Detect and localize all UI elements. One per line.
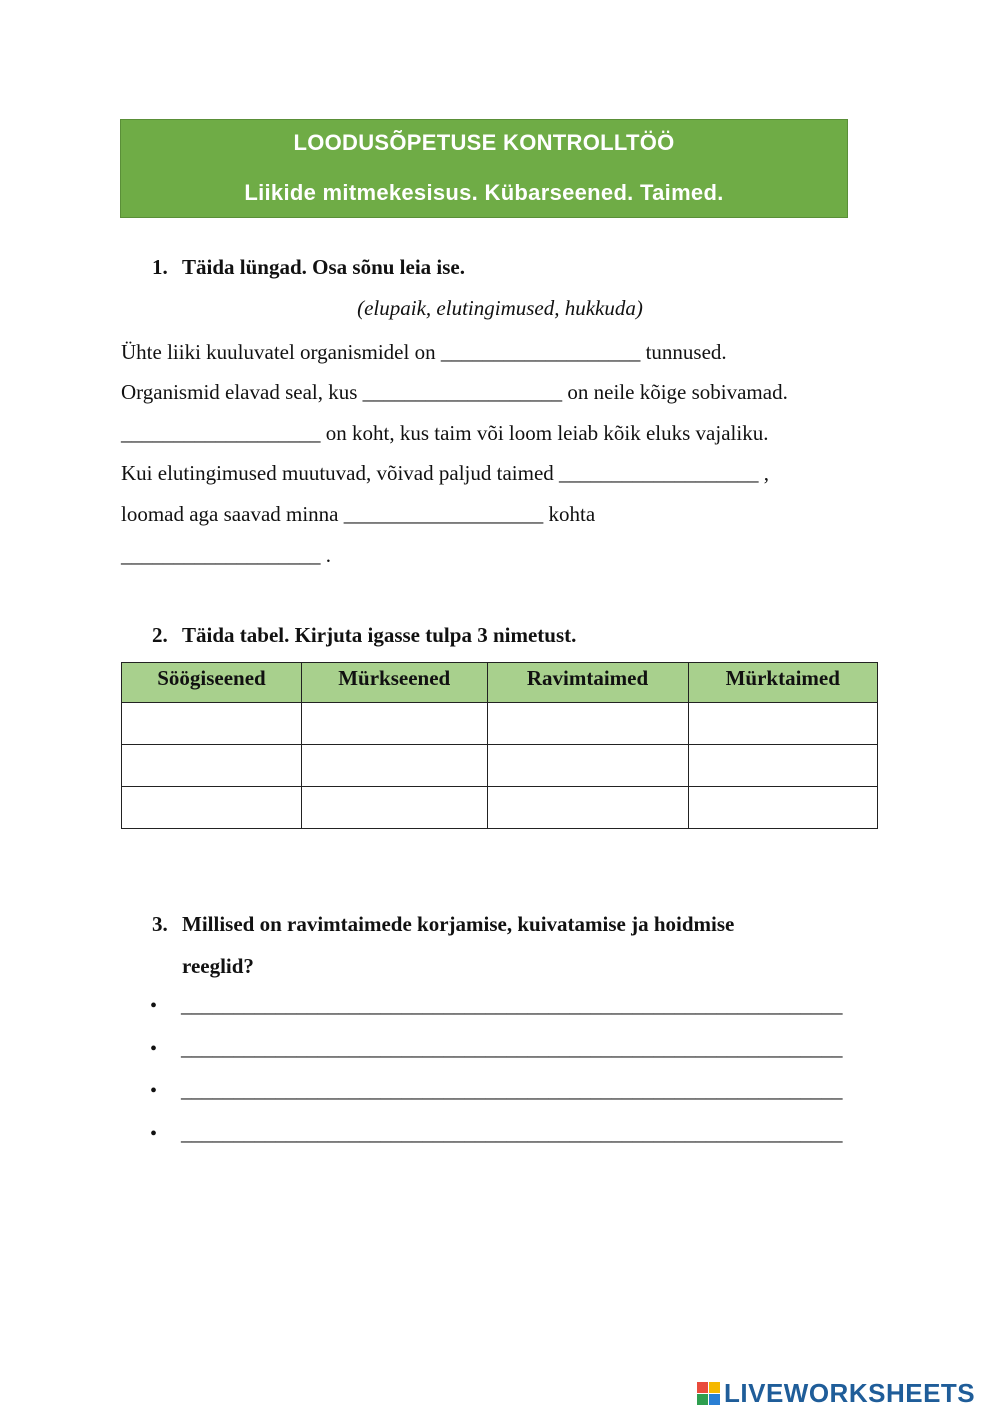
fill-line-1[interactable]: Ühte liiki kuuluvatel organismidel on ___________________ tunnused.	[121, 340, 727, 364]
table-cell-input[interactable]	[688, 703, 878, 745]
column-header: Mürktaimed	[688, 663, 878, 703]
table-cell-input[interactable]	[122, 787, 302, 829]
liveworksheets-logo	[697, 1378, 975, 1408]
logo-wordmark: LIVEWORKSHEETS	[724, 1377, 976, 1408]
question-2-title: Täida tabel. Kirjuta igasse tulpa 3 nimetust.	[182, 623, 577, 647]
logo-block	[697, 1394, 708, 1405]
question-1-word-hint: (elupaik, elutingimused, hukkuda)	[357, 296, 643, 320]
fill-line-5[interactable]: loomad aga saavad minna ___________________ kohta	[121, 502, 596, 526]
answer-line[interactable]: _______________________________________________________________	[181, 1078, 843, 1102]
table-cell-input[interactable]	[688, 745, 878, 787]
answer-bullet-2	[150, 1036, 843, 1061]
answer-line[interactable]: _______________________________________________________________	[181, 993, 843, 1017]
question-1-number: 1.	[152, 255, 168, 279]
question-3-heading	[152, 912, 734, 937]
table-cell-input[interactable]	[487, 703, 688, 745]
table-cell-input[interactable]	[122, 703, 302, 745]
table-cell-input[interactable]	[122, 745, 302, 787]
table-cell-input[interactable]	[487, 745, 688, 787]
question-3-number: 3.	[152, 912, 168, 936]
question-1-heading	[152, 255, 465, 280]
table-header-row	[122, 663, 878, 703]
worksheet-title: LOODUSÕPETUSE KONTROLLTÖÖ	[293, 130, 675, 155]
bullet-icon: •	[150, 995, 158, 1017]
table-row	[122, 745, 878, 787]
bullet-icon: •	[150, 1080, 158, 1102]
table-row	[122, 787, 878, 829]
bullet-icon: •	[150, 1038, 158, 1060]
question-3-title: Millised on ravimtaimede korjamise, kuivatamise ja hoidmise	[182, 912, 735, 936]
answer-bullet-4	[150, 1121, 843, 1146]
column-header: Mürkseened	[301, 663, 487, 703]
answer-bullet-1	[150, 993, 843, 1018]
table-cell-input[interactable]	[301, 745, 487, 787]
answer-table	[121, 662, 878, 829]
logo-block	[709, 1382, 720, 1393]
answer-bullet-3	[150, 1078, 843, 1103]
question-2-number: 2.	[152, 623, 168, 647]
title-banner	[120, 119, 848, 218]
logo-block	[709, 1394, 720, 1405]
table-cell-input[interactable]	[487, 787, 688, 829]
fill-line-2[interactable]: Organismid elavad seal, kus ___________________ on neile kõige sobivamad.	[121, 380, 788, 404]
table-cell-input[interactable]	[301, 787, 487, 829]
table-row	[122, 703, 878, 745]
table-cell-input[interactable]	[688, 787, 878, 829]
question-2-heading	[152, 623, 576, 648]
logo-block	[697, 1382, 708, 1393]
logo-blocks-icon	[697, 1382, 720, 1405]
fill-line-4[interactable]: Kui elutingimused muutuvad, võivad paljud taimed ___________________ ,	[121, 461, 770, 485]
fill-line-6[interactable]: ___________________ .	[121, 543, 331, 567]
worksheet-subtitle: Liikide mitmekesisus. Kübarseened. Taimed.	[244, 180, 724, 205]
answer-line[interactable]: _______________________________________________________________	[181, 1036, 843, 1060]
answer-line[interactable]: _______________________________________________________________	[181, 1121, 843, 1145]
question-1-title: Täida lüngad. Osa sõnu leia ise.	[182, 255, 465, 279]
question-3-title-continued: reeglid?	[182, 954, 254, 978]
column-header: Söögiseened	[122, 663, 302, 703]
bullet-icon: •	[150, 1123, 158, 1145]
fill-line-3[interactable]: ___________________ on koht, kus taim või loom leiab kõik eluks vajaliku.	[121, 421, 769, 445]
column-header: Ravimtaimed	[487, 663, 688, 703]
table-cell-input[interactable]	[301, 703, 487, 745]
